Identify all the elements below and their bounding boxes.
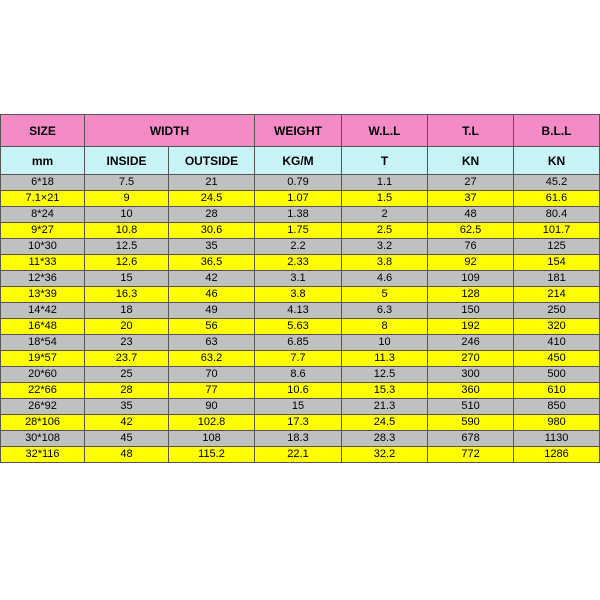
cell-bll: 1286: [514, 447, 600, 463]
cell-inside: 9: [85, 191, 169, 207]
cell-bll: 45.2: [514, 175, 600, 191]
cell-bll: 500: [514, 367, 600, 383]
cell-inside: 45: [85, 431, 169, 447]
cell-inside: 10.8: [85, 223, 169, 239]
cell-outside: 21: [169, 175, 255, 191]
cell-weight: 2.33: [255, 255, 342, 271]
cell-inside: 23: [85, 335, 169, 351]
cell-outside: 35: [169, 239, 255, 255]
cell-weight: 1.75: [255, 223, 342, 239]
cell-wll: 2.5: [342, 223, 428, 239]
cell-weight: 1.38: [255, 207, 342, 223]
cell-bll: 125: [514, 239, 600, 255]
spec-table-container: [0, 114, 599, 463]
cell-weight: 7.7: [255, 351, 342, 367]
cell-outside: 36.5: [169, 255, 255, 271]
cell-inside: 35: [85, 399, 169, 415]
cell-bll: 214: [514, 287, 600, 303]
cell-wll: 4.6: [342, 271, 428, 287]
cell-inside: 48: [85, 447, 169, 463]
cell-weight: 4.13: [255, 303, 342, 319]
cell-wll: 24.5: [342, 415, 428, 431]
cell-tl: 48: [428, 207, 514, 223]
cell-size: 32*116: [1, 447, 85, 463]
cell-wll: 28.3: [342, 431, 428, 447]
cell-weight: 3.1: [255, 271, 342, 287]
cell-weight: 10.6: [255, 383, 342, 399]
cell-tl: 62.5: [428, 223, 514, 239]
cell-outside: 77: [169, 383, 255, 399]
cell-wll: 8: [342, 319, 428, 335]
cell-bll: 80.4: [514, 207, 600, 223]
unit-inside: INSIDE: [85, 147, 169, 175]
cell-tl: 590: [428, 415, 514, 431]
cell-size: 26*92: [1, 399, 85, 415]
cell-wll: 6.3: [342, 303, 428, 319]
cell-size: 9*27: [1, 223, 85, 239]
cell-wll: 3.8: [342, 255, 428, 271]
spec-table: [0, 114, 600, 463]
cell-inside: 23.7: [85, 351, 169, 367]
header-weight: WEIGHT: [255, 115, 342, 147]
cell-inside: 16.3: [85, 287, 169, 303]
cell-tl: 150: [428, 303, 514, 319]
cell-outside: 115.2: [169, 447, 255, 463]
cell-tl: 270: [428, 351, 514, 367]
table-row: [1, 351, 600, 367]
cell-inside: 18: [85, 303, 169, 319]
cell-outside: 63.2: [169, 351, 255, 367]
cell-weight: 0.79: [255, 175, 342, 191]
unit-wll: T: [342, 147, 428, 175]
cell-size: 22*66: [1, 383, 85, 399]
unit-size: mm: [1, 147, 85, 175]
cell-tl: 678: [428, 431, 514, 447]
cell-wll: 10: [342, 335, 428, 351]
cell-inside: 10: [85, 207, 169, 223]
cell-wll: 5: [342, 287, 428, 303]
cell-outside: 30.6: [169, 223, 255, 239]
cell-size: 11*33: [1, 255, 85, 271]
cell-size: 10*30: [1, 239, 85, 255]
table-row: [1, 303, 600, 319]
cell-outside: 70: [169, 367, 255, 383]
cell-wll: 11.3: [342, 351, 428, 367]
cell-inside: 20: [85, 319, 169, 335]
cell-size: 12*36: [1, 271, 85, 287]
table-row: [1, 399, 600, 415]
cell-inside: 42: [85, 415, 169, 431]
cell-inside: 28: [85, 383, 169, 399]
cell-weight: 22.1: [255, 447, 342, 463]
cell-bll: 450: [514, 351, 600, 367]
cell-tl: 76: [428, 239, 514, 255]
cell-outside: 49: [169, 303, 255, 319]
table-row: [1, 287, 600, 303]
cell-bll: 250: [514, 303, 600, 319]
cell-inside: 15: [85, 271, 169, 287]
units-row: [1, 147, 600, 175]
unit-tl: KN: [428, 147, 514, 175]
cell-size: 13*39: [1, 287, 85, 303]
cell-bll: 1130: [514, 431, 600, 447]
cell-wll: 21.3: [342, 399, 428, 415]
cell-size: 20*60: [1, 367, 85, 383]
cell-bll: 850: [514, 399, 600, 415]
cell-tl: 37: [428, 191, 514, 207]
cell-size: 8*24: [1, 207, 85, 223]
table-row: [1, 175, 600, 191]
cell-weight: 8.6: [255, 367, 342, 383]
cell-tl: 360: [428, 383, 514, 399]
cell-bll: 181: [514, 271, 600, 287]
header-bll: B.L.L: [514, 115, 600, 147]
cell-tl: 109: [428, 271, 514, 287]
cell-wll: 32.2: [342, 447, 428, 463]
cell-bll: 980: [514, 415, 600, 431]
cell-size: 28*106: [1, 415, 85, 431]
cell-outside: 108: [169, 431, 255, 447]
cell-bll: 61.6: [514, 191, 600, 207]
cell-outside: 24.5: [169, 191, 255, 207]
cell-weight: 2.2: [255, 239, 342, 255]
cell-weight: 6.85: [255, 335, 342, 351]
cell-inside: 12.6: [85, 255, 169, 271]
header-row: [1, 115, 600, 147]
cell-weight: 3.8: [255, 287, 342, 303]
cell-weight: 18.3: [255, 431, 342, 447]
cell-outside: 63: [169, 335, 255, 351]
unit-bll: KN: [514, 147, 600, 175]
cell-weight: 17.3: [255, 415, 342, 431]
table-row: [1, 191, 600, 207]
cell-tl: 92: [428, 255, 514, 271]
cell-outside: 90: [169, 399, 255, 415]
cell-outside: 102.8: [169, 415, 255, 431]
table-row: [1, 415, 600, 431]
cell-bll: 410: [514, 335, 600, 351]
cell-bll: 154: [514, 255, 600, 271]
cell-tl: 510: [428, 399, 514, 415]
unit-outside: OUTSIDE: [169, 147, 255, 175]
cell-size: 30*108: [1, 431, 85, 447]
table-row: [1, 335, 600, 351]
table-row: [1, 367, 600, 383]
cell-tl: 128: [428, 287, 514, 303]
cell-wll: 1.5: [342, 191, 428, 207]
table-row: [1, 383, 600, 399]
table-row: [1, 271, 600, 287]
cell-tl: 192: [428, 319, 514, 335]
table-row: [1, 239, 600, 255]
cell-inside: 12.5: [85, 239, 169, 255]
table-row: [1, 223, 600, 239]
cell-weight: 5.63: [255, 319, 342, 335]
cell-bll: 101.7: [514, 223, 600, 239]
table-row: [1, 447, 600, 463]
cell-inside: 25: [85, 367, 169, 383]
cell-size: 19*57: [1, 351, 85, 367]
cell-bll: 610: [514, 383, 600, 399]
cell-wll: 12.5: [342, 367, 428, 383]
cell-wll: 15.3: [342, 383, 428, 399]
header-wll: W.L.L: [342, 115, 428, 147]
cell-outside: 46: [169, 287, 255, 303]
table-row: [1, 207, 600, 223]
header-tl: T.L: [428, 115, 514, 147]
table-row: [1, 255, 600, 271]
cell-weight: 15: [255, 399, 342, 415]
cell-size: 6*18: [1, 175, 85, 191]
cell-tl: 300: [428, 367, 514, 383]
cell-weight: 1.07: [255, 191, 342, 207]
cell-size: 14*42: [1, 303, 85, 319]
header-width: WIDTH: [85, 115, 255, 147]
cell-outside: 56: [169, 319, 255, 335]
cell-outside: 42: [169, 271, 255, 287]
cell-tl: 246: [428, 335, 514, 351]
cell-wll: 2: [342, 207, 428, 223]
table-row: [1, 431, 600, 447]
cell-size: 16*48: [1, 319, 85, 335]
cell-tl: 27: [428, 175, 514, 191]
cell-inside: 7.5: [85, 175, 169, 191]
cell-tl: 772: [428, 447, 514, 463]
unit-weight: KG/M: [255, 147, 342, 175]
cell-size: 18*54: [1, 335, 85, 351]
cell-bll: 320: [514, 319, 600, 335]
table-row: [1, 319, 600, 335]
header-size: SIZE: [1, 115, 85, 147]
cell-wll: 1.1: [342, 175, 428, 191]
cell-size: 7.1×21: [1, 191, 85, 207]
cell-wll: 3.2: [342, 239, 428, 255]
cell-outside: 28: [169, 207, 255, 223]
